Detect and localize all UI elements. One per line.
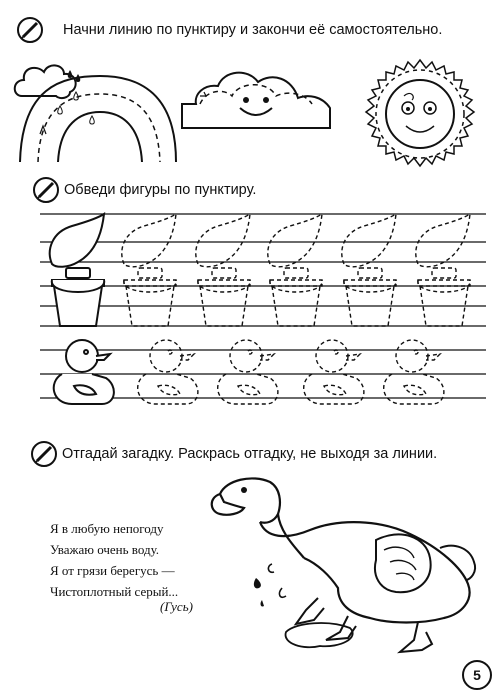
raindrop bbox=[90, 116, 95, 124]
riddle-line: Уважаю очень воду. bbox=[50, 542, 160, 557]
riddle-line: Я от грязи берегусь — bbox=[50, 563, 175, 578]
splash bbox=[261, 600, 264, 607]
task3-pencil-badge bbox=[31, 441, 57, 467]
cloud-dashed bbox=[200, 85, 312, 104]
sun-dashed bbox=[376, 70, 464, 158]
drop-shape-dashed bbox=[122, 214, 176, 267]
task2-instruction: Обведи фигуры по пунктиру. bbox=[64, 182, 257, 198]
bucket-shape bbox=[52, 268, 104, 326]
pencil-icon bbox=[35, 179, 57, 201]
riddle-answer: (Гусь) bbox=[160, 599, 193, 614]
task1-illustrations bbox=[0, 44, 499, 169]
goose-wing bbox=[375, 534, 431, 592]
task3-instruction: Отгадай загадку. Раскрась отгадку, не выходя за линии. bbox=[62, 446, 438, 462]
smiling-cloud bbox=[182, 73, 330, 128]
goose-foot bbox=[400, 622, 432, 652]
pencil-icon bbox=[19, 19, 41, 41]
sun-rays bbox=[366, 60, 474, 166]
bucket-shape-dashed bbox=[198, 268, 250, 326]
rain-cloud bbox=[15, 65, 76, 98]
goose-tail bbox=[440, 546, 475, 580]
task1-instruction: Начни линию по пунктиру и закончи её самостоятельно. bbox=[63, 22, 443, 38]
raindrop bbox=[74, 92, 79, 100]
riddle-line: Я в любую непогоду bbox=[50, 521, 164, 536]
goose-eye bbox=[241, 487, 247, 493]
bucket-shape-dashed bbox=[124, 268, 176, 326]
raindrop bbox=[68, 70, 73, 78]
page-number: 5 bbox=[462, 660, 492, 690]
drop-shape-dashed bbox=[196, 214, 250, 267]
riddle-line: Чистоплотный серый... bbox=[50, 584, 179, 599]
bucket-shape-dashed bbox=[344, 268, 396, 326]
goose-coloring-picture bbox=[200, 468, 490, 668]
splash bbox=[268, 564, 274, 572]
pencil-icon bbox=[33, 443, 55, 465]
drop-shape-dashed bbox=[416, 214, 470, 267]
raindrop bbox=[58, 106, 63, 114]
goose-beak bbox=[212, 494, 244, 515]
splash bbox=[279, 588, 286, 597]
tracing-grid bbox=[0, 200, 499, 420]
goose-body bbox=[260, 522, 470, 623]
splash bbox=[254, 578, 261, 588]
drop-shape bbox=[50, 214, 104, 267]
goose-head bbox=[220, 478, 280, 522]
bucket-shape-dashed bbox=[270, 268, 322, 326]
drop-shape-dashed bbox=[342, 214, 396, 267]
sun-face bbox=[386, 80, 454, 148]
goose-foot-lifted bbox=[296, 598, 324, 624]
rainbow-inner bbox=[58, 112, 142, 162]
riddle-text bbox=[50, 518, 178, 602]
bucket-shape-dashed bbox=[418, 268, 470, 326]
arrow bbox=[200, 92, 206, 96]
drop-shape-dashed bbox=[268, 214, 322, 267]
task1-pencil-badge bbox=[17, 17, 43, 43]
rainbow-outer bbox=[20, 76, 176, 162]
